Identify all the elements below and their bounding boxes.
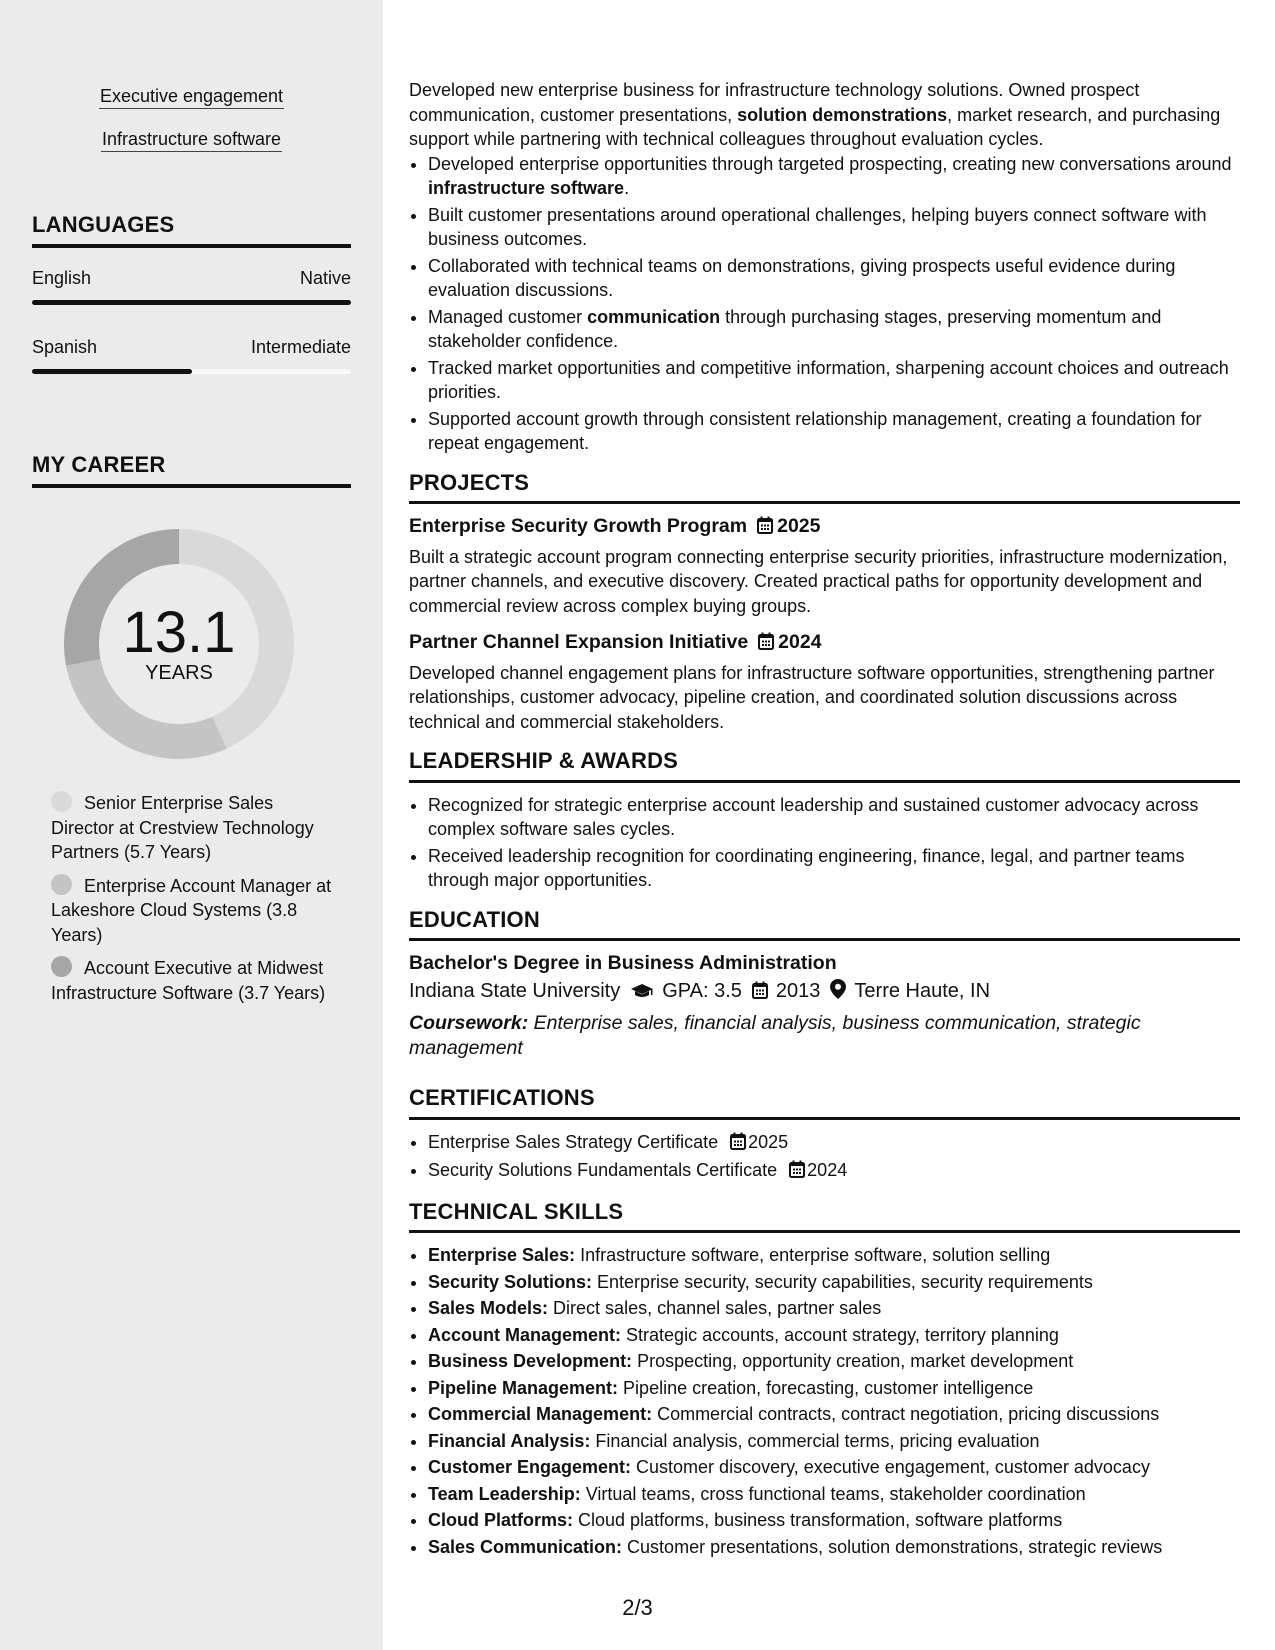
certification-name: Enterprise Sales Strategy Certificate — [428, 1131, 719, 1152]
skill-values: Prospecting, opportunity creation, market development — [632, 1351, 1074, 1371]
skill-values: Customer presentations, solution demonstrations, strategic reviews — [622, 1536, 1163, 1557]
skill-item — [428, 1376, 1240, 1401]
project-item — [409, 630, 1240, 734]
text-run: Tracked market opportunities and competitive information, sharpening account choices and outreach priorities. — [428, 357, 1229, 402]
skill-category: Security Solutions: — [428, 1271, 593, 1292]
skill-item — [428, 1270, 1240, 1295]
skill-category: Team Leadership: — [428, 1483, 581, 1504]
project-title — [409, 630, 1240, 657]
bold-keyword: communication — [587, 306, 721, 327]
tag-label: Infrastructure software — [101, 129, 282, 152]
main-content — [409, 78, 1240, 1561]
skills-list — [409, 1243, 1240, 1559]
language-proficiency-bar — [32, 369, 351, 374]
skill-values: Virtual teams, cross functional teams, stakeholder coordination — [580, 1483, 1086, 1504]
text-run: Built customer presentations around operational challenges, helping buyers connect software with business outcomes. — [428, 204, 1207, 249]
experience-bullet — [428, 152, 1240, 201]
skill-category: Business Development: — [428, 1351, 633, 1371]
education-heading: EDUCATION — [409, 908, 1240, 942]
career-role-label: Senior Enterprise Sales Director at Crestview Technology Partners (5.7 Years) — [51, 793, 314, 862]
coursework-list: Enterprise sales, financial analysis, business communication, strategic management — [409, 1012, 1141, 1059]
text-run: through purchasing stages, preserving momentum and stakeholder confidence. — [428, 306, 1162, 351]
calendar-icon — [757, 516, 773, 541]
skill-category: Account Management: — [428, 1324, 622, 1345]
skill-values: Commercial contracts, contract negotiation, pricing discussions — [652, 1404, 1160, 1424]
award-item: • Recognized for strategic enterprise account leadership and sustained customer advocacy across complex software sales cycles. — [428, 793, 1240, 842]
text-run: Developed enterprise opportunities through targeted prospecting, creating new conversations around — [428, 153, 1232, 174]
career-legend — [51, 791, 341, 1014]
skill-values: Direct sales, channel sales, partner sales — [548, 1298, 882, 1318]
skill-item — [428, 1243, 1240, 1268]
certifications-heading: CERTIFICATIONS — [409, 1086, 1240, 1120]
text-run: . — [624, 178, 630, 198]
certification-item — [428, 1158, 1240, 1185]
experience-bullet — [428, 203, 1240, 252]
project-description: Developed channel engagement plans for infrastructure software opportunities, strengthening partner relationships, customer advocacy, pipeline creation, and coordinated solution discussions across technical and commercial stakeholders. — [409, 662, 1215, 732]
language-proficiency-fill — [32, 369, 192, 374]
language-row — [32, 337, 351, 358]
language-name: Spanish — [32, 337, 98, 357]
skill-values: Cloud platforms, business transformation, software platforms — [573, 1510, 1063, 1530]
skill-category: Enterprise Sales: — [428, 1245, 576, 1265]
text-run: Collaborated with technical teams on demonstrations, giving prospects useful evidence during evaluation discussions. — [428, 255, 1176, 300]
skill-item — [428, 1455, 1240, 1480]
certification-year: 2024 — [807, 1160, 848, 1180]
skill-category: Sales Communication: — [428, 1536, 623, 1557]
skill-item — [428, 1508, 1240, 1533]
language-level: Native — [299, 268, 351, 288]
skill-category: Financial Analysis: — [428, 1430, 591, 1451]
project-description: Built a strategic account program connecting enterprise security priorities, infrastructure modernization, partner channels, and executive discovery. Created practical paths for opportunity development and commercial review across complex buying groups. — [409, 546, 1228, 616]
skill-category: Cloud Platforms: — [428, 1510, 574, 1530]
education-location: Terre Haute, IN — [854, 979, 991, 1002]
skill-values: Infrastructure software, enterprise software, solution selling — [575, 1245, 1051, 1265]
language-name: English — [32, 268, 92, 288]
coursework — [409, 1011, 1240, 1060]
skill-category: Sales Models: — [428, 1298, 549, 1318]
legend-dot — [51, 874, 72, 895]
education-meta — [409, 979, 1240, 1006]
certification-year: 2025 — [748, 1131, 789, 1152]
career-total-years: 13.1 — [122, 600, 236, 665]
career-legend-item — [51, 791, 341, 865]
calendar-icon — [758, 632, 774, 657]
skill-item — [428, 1296, 1240, 1321]
skill-item — [428, 1323, 1240, 1348]
experience-bullet — [428, 254, 1240, 303]
graduation-year: 2013 — [775, 979, 821, 1002]
career-legend-item — [51, 956, 341, 1005]
career-donut-center — [64, 529, 294, 759]
experience-summary — [409, 78, 1240, 152]
project-year: 2025 — [777, 515, 821, 537]
calendar-icon — [752, 981, 768, 1006]
skill-values: Pipeline creation, forecasting, customer intelligence — [618, 1377, 1034, 1398]
bold-keyword: solution demonstrations — [737, 104, 948, 125]
skill-values: Financial analysis, commercial terms, pricing evaluation — [590, 1430, 1040, 1451]
experience-bullet — [428, 407, 1240, 456]
legend-dot — [51, 956, 72, 977]
text-run: , market research, and purchasing support while partnering with technical colleagues throughout evaluation cycles. — [409, 104, 1221, 149]
awards-list — [409, 793, 1240, 893]
language-proficiency-fill — [32, 300, 351, 305]
certifications-list — [409, 1130, 1240, 1185]
text-run: Managed customer — [428, 306, 588, 327]
experience-bullet — [428, 305, 1240, 354]
skill-item — [428, 1429, 1240, 1454]
calendar-icon — [730, 1132, 746, 1157]
bold-keyword: infrastructure software — [428, 178, 625, 198]
calendar-icon — [789, 1160, 805, 1185]
career-heading: MY CAREER — [32, 452, 351, 488]
skill-category: Customer Engagement: — [428, 1457, 632, 1477]
coursework-label: Coursework: — [409, 1012, 529, 1034]
skill-values: Strategic accounts, account strategy, territory planning — [621, 1324, 1059, 1345]
project-name: Enterprise Security Growth Program — [409, 515, 748, 537]
language-proficiency-bar — [32, 300, 351, 305]
project-title — [409, 514, 1240, 541]
certification-item — [428, 1130, 1240, 1157]
sidebar — [0, 0, 383, 1650]
career-donut-chart — [64, 529, 294, 759]
text-run: Supported account growth through consistent relationship management, creating a foundation for repeat engagement. — [428, 408, 1202, 453]
career-total-unit: YEARS — [145, 662, 213, 684]
experience-bullets — [409, 152, 1240, 456]
award-item: • Received leadership recognition for coordinating engineering, finance, legal, and partner teams through major opportunities. — [428, 844, 1240, 893]
project-name: Partner Channel Expansion Initiative — [409, 631, 749, 653]
project-item — [409, 514, 1240, 618]
skill-values: Customer discovery, executive engagement, customer advocacy — [631, 1457, 1150, 1477]
school-name: Indiana State University — [409, 979, 621, 1002]
language-row — [32, 268, 351, 289]
sidebar-tag — [0, 86, 383, 109]
languages-heading: LANGUAGES — [32, 212, 351, 248]
career-role-label: Account Executive at Midwest Infrastructure Software (3.7 Years) — [51, 958, 326, 1003]
graduation-cap-icon — [630, 981, 654, 1006]
language-level: Intermediate — [250, 337, 351, 357]
location-pin-icon — [830, 979, 846, 1006]
text-run: Developed new enterprise business for infrastructure technology solutions. Owned prospect communication, customer presentations, — [409, 80, 1140, 125]
career-role-label: Enterprise Account Manager at Lakeshore Cloud Systems (3.8 Years) — [51, 875, 332, 945]
page-number: 2/3 — [622, 1595, 653, 1620]
degree-title: Bachelor's Degree in Business Administration — [409, 952, 837, 974]
career-legend-item — [51, 874, 341, 948]
experience-bullet — [428, 356, 1240, 405]
skill-values: Enterprise security, security capabilities, security requirements — [592, 1271, 1093, 1292]
tag-label: Executive engagement — [99, 86, 284, 109]
skill-category: Pipeline Management: — [428, 1377, 619, 1398]
project-year: 2024 — [778, 631, 822, 653]
sidebar-tag — [0, 129, 383, 152]
skill-item — [428, 1482, 1240, 1507]
skill-category: Commercial Management: — [428, 1404, 653, 1424]
awards-heading: LEADERSHIP & AWARDS — [409, 749, 1240, 783]
projects-heading: PROJECTS — [409, 471, 1240, 505]
gpa: GPA: 3.5 — [662, 979, 742, 1002]
skills-heading: TECHNICAL SKILLS — [409, 1200, 1240, 1234]
certification-name: Security Solutions Fundamentals Certificate — [428, 1160, 778, 1180]
skill-item — [428, 1349, 1240, 1374]
skill-item — [428, 1402, 1240, 1427]
skill-item — [428, 1535, 1240, 1560]
legend-dot — [51, 791, 72, 812]
